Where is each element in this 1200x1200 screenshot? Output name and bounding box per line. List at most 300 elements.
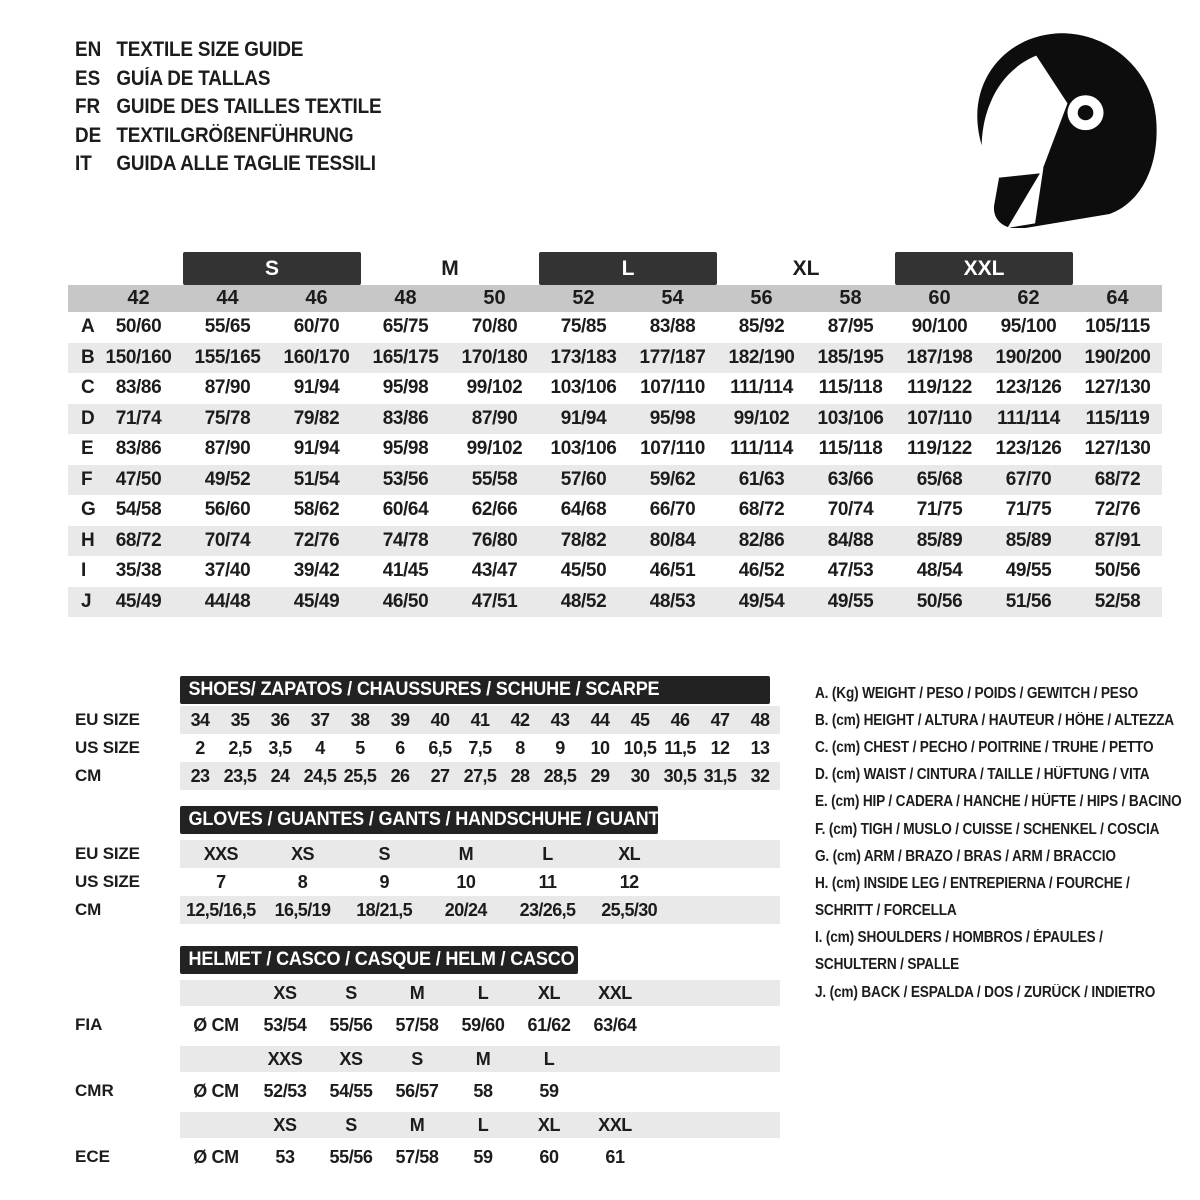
shoes-cell: 37 (310, 709, 330, 730)
shoes-cell: 9 (555, 737, 565, 758)
measurement-cell: 80/84 (649, 529, 696, 551)
shoes-cell: 23,5 (223, 765, 257, 786)
language-row (75, 65, 381, 94)
measurement-cell: 37/40 (204, 560, 251, 582)
measurement-cell: 50/56 (916, 590, 963, 612)
measurement-cell: 68/72 (1094, 468, 1141, 490)
legend-line: D. (cm) WAIST / CINTURA / TAILLE / HÜFTUNG / VITA (815, 766, 1150, 784)
gloves-row-label: EU SIZE (75, 844, 140, 863)
shoes-row-cells (180, 734, 780, 762)
measurement-cell: 91/94 (560, 407, 607, 429)
shoes-cell: 30,5 (663, 765, 697, 786)
helmet-size-label-row (75, 980, 780, 1006)
measurement-cell: 55/58 (471, 468, 518, 490)
measurement-cell: 65/75 (382, 316, 429, 338)
measurement-cell: 95/98 (382, 377, 429, 399)
gloves-size-table (75, 806, 780, 924)
measurement-cell: 173/183 (550, 346, 617, 368)
shoes-cell: 11,5 (664, 737, 696, 758)
measurement-row-cells (94, 556, 1162, 587)
measurement-cell: 35/38 (115, 560, 162, 582)
helmet-value-cell: 56/57 (395, 1080, 439, 1101)
measurement-cell: 85/89 (1005, 529, 1052, 551)
measurement-cell: 95/98 (649, 407, 696, 429)
shoes-cell: 27,5 (463, 765, 497, 786)
shoes-title: SHOES/ ZAPATOS / CHAUSSURES / SCHUHE / SCARPE (188, 679, 660, 700)
gloves-cell: 25,5/30 (601, 899, 658, 920)
gloves-title: GLOVES / GUANTES / GANTS / HANDSCHUHE / GUANTI (188, 809, 665, 830)
language-row (75, 36, 381, 65)
measurement-cell: 103/106 (550, 377, 617, 399)
measurement-cell: 165/175 (372, 346, 439, 368)
measurement-cell: 44/48 (204, 590, 251, 612)
measurement-row (68, 556, 1162, 587)
measurement-cell: 45/49 (115, 590, 162, 612)
shoes-cell: 4 (315, 737, 325, 758)
gloves-cell: M (458, 843, 474, 864)
shoes-cell: 36 (270, 709, 290, 730)
measurement-cell: 105/115 (1085, 316, 1150, 338)
measurement-cell: 190/200 (1084, 346, 1151, 368)
gloves-cell: 9 (379, 871, 389, 892)
measurement-cell: 70/80 (471, 316, 518, 338)
measurement-row-label: A (81, 316, 95, 338)
size-column-header: 50 (483, 287, 506, 309)
helmet-size-label: M (475, 1048, 491, 1069)
measurement-row-cells (94, 434, 1162, 465)
measurement-cell: 85/92 (738, 316, 785, 338)
shoes-cell: 24,5 (303, 765, 337, 786)
shoes-cell: 32 (750, 765, 770, 786)
shoes-cell: 44 (590, 709, 610, 730)
measurement-row-cells (94, 373, 1162, 404)
language-row (75, 93, 381, 122)
measurement-cell: 111/114 (997, 407, 1060, 429)
gloves-cell: L (542, 843, 553, 864)
shoes-row-label: US SIZE (75, 738, 140, 757)
measurement-row (68, 312, 1162, 343)
helmet-value-cell: 55/56 (329, 1146, 373, 1167)
size-column-header: 42 (127, 287, 150, 309)
measurement-cell: 111/114 (730, 377, 793, 399)
measurement-cell: 45/50 (560, 560, 607, 582)
measurement-cell: 115/118 (818, 438, 883, 460)
measurement-cell: 48/53 (649, 590, 696, 612)
helmet-size-label: L (477, 1114, 489, 1135)
helmet-value-cells (180, 1012, 648, 1038)
shoes-cell: 47 (710, 709, 730, 730)
gloves-rows (75, 840, 780, 924)
gloves-row (75, 840, 780, 868)
helmet-value-row (75, 1144, 780, 1170)
shoes-cell: 10 (590, 737, 610, 758)
helmet-size-label (180, 1046, 252, 1072)
helmet-size-label (582, 1046, 648, 1072)
gloves-cell: XS (291, 843, 314, 864)
helmet-value-cell: 52/53 (263, 1080, 307, 1101)
shoes-cell: 42 (510, 709, 530, 730)
gloves-cell: 18/21,5 (356, 899, 413, 920)
legend-line: SCHRITT / FORCELLA (815, 902, 957, 920)
measurement-cell: 170/180 (461, 346, 528, 368)
legend-line: J. (cm) BACK / ESPALDA / DOS / ZURÜCK / INDIETRO (815, 983, 1156, 1001)
measurement-cell: 182/190 (728, 346, 795, 368)
language-row (75, 150, 381, 179)
measurement-cell: 87/91 (1094, 529, 1141, 551)
measurement-row (68, 587, 1162, 618)
shoes-cell: 46 (670, 709, 690, 730)
measurement-row (68, 373, 1162, 404)
measurement-cell: 76/80 (471, 529, 518, 551)
measurement-cell: 95/100 (1000, 316, 1057, 338)
shoes-cell: 13 (750, 737, 770, 758)
measurement-cell: 160/170 (283, 346, 350, 368)
measurement-cell: 47/53 (827, 560, 874, 582)
helmet-value-cell: 58 (473, 1080, 493, 1101)
helmet-value-row (75, 1078, 780, 1104)
helmet-size-label: S (345, 1114, 357, 1135)
measurement-cell: 51/56 (1005, 590, 1052, 612)
helmet-size-label (180, 1112, 252, 1138)
helmet-size-label: S (345, 982, 357, 1003)
legend-line: E. (cm) HIP / CADERA / HANCHE / HÜFTE / HIPS / BACINO (815, 793, 1182, 811)
shoes-cell: 6 (395, 737, 405, 758)
shoes-cell: 24 (270, 765, 290, 786)
measurement-cell: 71/75 (916, 499, 963, 521)
shoes-row-stripe (180, 706, 780, 734)
measurement-cell: 57/60 (560, 468, 607, 490)
measurement-cell: 64/68 (560, 499, 607, 521)
shoes-cell: 6,5 (428, 737, 452, 758)
measurement-cell: 103/106 (550, 438, 617, 460)
shoes-cell: 10,5 (623, 737, 657, 758)
measurement-cell: 99/102 (466, 438, 523, 460)
measurement-cell: 46/52 (738, 560, 785, 582)
size-group-label: S (183, 252, 361, 285)
measurement-cell: 56/60 (204, 499, 251, 521)
measurement-row-cells (94, 495, 1162, 526)
helmet-size-label: XXS (267, 1048, 303, 1069)
shoes-cell: 26 (390, 765, 410, 786)
helmet-value-cell: 63/64 (593, 1014, 637, 1035)
helmet-value-cell: 59 (473, 1146, 493, 1167)
measurement-cell: 39/42 (293, 560, 340, 582)
shoes-size-table (75, 676, 780, 790)
shoes-cell: 34 (190, 709, 210, 730)
measurement-cell: 83/88 (649, 316, 696, 338)
helmet-size-label: XS (339, 1048, 363, 1069)
shoes-cell: 12 (710, 737, 730, 758)
size-column-header: 48 (394, 287, 417, 309)
shoes-cell: 7,5 (468, 737, 492, 758)
legend-line: B. (cm) HEIGHT / ALTURA / HAUTEUR / HÖHE / ALTEZZA (815, 711, 1174, 729)
measurement-cell: 60/70 (293, 316, 340, 338)
size-column-header: 52 (572, 287, 595, 309)
helmet-size-label (180, 980, 252, 1006)
measurement-rows (68, 312, 1162, 617)
size-group-label: XL (792, 256, 820, 280)
gloves-row-stripe (180, 868, 780, 896)
measurement-cell: 66/70 (649, 499, 696, 521)
measurement-cell: 75/78 (204, 407, 251, 429)
helmet-size-cells (180, 1046, 780, 1072)
measurement-cell: 83/86 (382, 407, 429, 429)
measurement-cell: 123/126 (995, 438, 1062, 460)
shoes-row-cells (180, 762, 780, 790)
gloves-cell: 16,5/19 (274, 899, 331, 920)
gloves-cell: 12,5/16,5 (185, 899, 256, 920)
measurement-cell: 185/195 (817, 346, 884, 368)
measurement-row-label: C (81, 377, 95, 399)
helmet-size-label: M (409, 1114, 425, 1135)
size-column-header: 56 (750, 287, 773, 309)
measurement-cell: 46/50 (382, 590, 429, 612)
measurement-cell: 187/198 (906, 346, 973, 368)
measurement-cell: 79/82 (293, 407, 340, 429)
language-title: GUÍA DE TALLAS (116, 66, 271, 90)
measurement-cell: 48/54 (916, 560, 963, 582)
shoes-cell: 2,5 (228, 737, 252, 758)
language-title: GUIDA ALLE TAGLIE TESSILI (116, 152, 376, 176)
helmet-value-cell: 61/62 (527, 1014, 571, 1035)
language-code: ES (75, 66, 101, 90)
shoes-row (75, 762, 780, 790)
measurement-cell: 190/200 (995, 346, 1062, 368)
helmet-size-stripe (180, 1112, 780, 1138)
shoes-cell: 23 (190, 765, 210, 786)
measurement-cell: 50/56 (1094, 560, 1141, 582)
helmet-size-label: XL (537, 1114, 561, 1135)
measurement-cell: 150/160 (105, 346, 172, 368)
helmet-value-cell: 55/56 (329, 1014, 373, 1035)
measurement-row (68, 465, 1162, 496)
helmet-standard-label: CMR (75, 1081, 114, 1100)
language-code: IT (75, 152, 92, 176)
shoes-cell: 25,5 (343, 765, 377, 786)
helmet-value-cell: 57/58 (395, 1014, 439, 1035)
measurement-row-cells (94, 312, 1162, 343)
measurement-cell: 47/51 (471, 590, 518, 612)
legend-line: G. (cm) ARM / BRAZO / BRAS / ARM / BRACCIO (815, 847, 1116, 865)
helmet-value-cell: 53/54 (263, 1014, 307, 1035)
measurement-cell: 177/187 (639, 346, 706, 368)
shoes-row (75, 706, 780, 734)
helmet-value-cell: 59/60 (461, 1014, 505, 1035)
helmet-size-stripe (180, 1046, 780, 1072)
language-title-list (75, 36, 415, 179)
measurement-cell: 127/130 (1084, 377, 1151, 399)
measurement-cell: 46/51 (649, 560, 696, 582)
gloves-cell: 23/26,5 (519, 899, 576, 920)
racing-helmet-graphic (975, 30, 1160, 228)
measurement-cell: 115/119 (1085, 407, 1150, 429)
measurement-cell: 111/114 (730, 438, 793, 460)
size-column-header: 62 (1017, 287, 1040, 309)
measurement-cell: 87/90 (204, 438, 251, 460)
measurement-cell: 99/102 (466, 377, 523, 399)
helmet-size-label: L (477, 982, 489, 1003)
measurement-cell: 53/56 (382, 468, 429, 490)
legend-line: A. (Kg) WEIGHT / PESO / POIDS / GEWITCH / PESO (815, 684, 1139, 702)
shoes-cell: 38 (350, 709, 370, 730)
measurement-cell: 83/86 (115, 438, 162, 460)
gloves-cell: S (378, 843, 390, 864)
measurement-cell: 103/106 (817, 407, 884, 429)
helmet-size-label: XXL (598, 1114, 632, 1135)
helmet-standard-block (75, 1046, 780, 1104)
measurement-cell: 71/75 (1005, 499, 1052, 521)
helmet-value-cell: 54/55 (329, 1080, 373, 1101)
gloves-cell: XXS (203, 843, 238, 864)
measurement-cell: 95/98 (382, 438, 429, 460)
gloves-row-label: CM (75, 900, 102, 919)
size-column-header: 44 (216, 287, 239, 309)
helmet-standard-label: ECE (75, 1147, 110, 1166)
language-title: TEXTILGRÖßENFÜHRUNG (116, 123, 354, 147)
gloves-cell: 7 (216, 871, 226, 892)
measurement-cell: 54/58 (115, 499, 162, 521)
helmet-value-cell: 53 (275, 1146, 295, 1167)
helmet-title: HELMET / CASCO / CASQUE / HELM / CASCO (188, 949, 575, 970)
measurement-row-label: B (81, 346, 95, 368)
shoes-cell: 5 (355, 737, 365, 758)
measurement-cell: 49/55 (1005, 560, 1052, 582)
size-column-header: 64 (1106, 287, 1129, 309)
shoes-cell: 28,5 (543, 765, 577, 786)
gloves-cell: 11 (538, 871, 557, 892)
measurement-row-label: F (81, 468, 93, 490)
measurement-cell: 71/74 (115, 407, 162, 429)
legend-line: I. (cm) SHOULDERS / HOMBROS / ÉPAULES / (815, 929, 1103, 947)
textile-size-table (68, 252, 1162, 617)
gloves-cell: 20/24 (444, 899, 487, 920)
size-group-label: M (441, 256, 459, 280)
measurement-cell: 43/47 (471, 560, 518, 582)
helmet-standards (75, 980, 780, 1170)
measurement-row (68, 404, 1162, 435)
measurement-row-label: H (81, 529, 95, 551)
shoes-rows (75, 706, 780, 790)
measurement-cell: 62/66 (471, 499, 518, 521)
gloves-row-cells (180, 896, 670, 924)
measurement-cell: 51/54 (293, 468, 340, 490)
measurement-row-cells (94, 526, 1162, 557)
helmet-value-cell: 59 (539, 1080, 559, 1101)
measurement-cell: 87/90 (471, 407, 518, 429)
shoes-cell: 48 (750, 709, 770, 730)
measurement-cell: 70/74 (204, 529, 251, 551)
helmet-header-bar (180, 946, 578, 974)
shoes-cell: 41 (470, 709, 490, 730)
shoes-cell: 30 (630, 765, 650, 786)
shoes-row-label: CM (75, 766, 102, 785)
measurement-cell: 83/86 (115, 377, 162, 399)
measurement-row (68, 495, 1162, 526)
measurement-cell: 48/52 (560, 590, 607, 612)
shoes-header-bar (180, 676, 770, 704)
gloves-row (75, 896, 780, 924)
size-column-header: 46 (305, 287, 328, 309)
size-group-header-row (68, 252, 1162, 285)
measurement-cell: 127/130 (1084, 438, 1151, 460)
measurement-cell: 91/94 (293, 438, 340, 460)
measurement-cell: 87/90 (204, 377, 251, 399)
size-column-header: 54 (661, 287, 684, 309)
legend-line: C. (cm) CHEST / PECHO / POITRINE / TRUHE / PETTO (815, 738, 1154, 756)
measurement-cell: 60/64 (382, 499, 429, 521)
shoes-row-cells (180, 706, 780, 734)
size-group-label: L (539, 252, 717, 285)
measurement-cell: 90/100 (911, 316, 968, 338)
measurement-cell: 67/70 (1005, 468, 1052, 490)
helmet-value-cell: 57/58 (395, 1146, 439, 1167)
measurement-cell: 85/89 (916, 529, 963, 551)
shoes-cell: 3,5 (268, 737, 292, 758)
shoes-cell: 27 (430, 765, 450, 786)
shoes-cell: 28 (510, 765, 530, 786)
numeric-size-header-row (68, 285, 1162, 312)
gloves-row-cells (180, 840, 670, 868)
shoes-cell: 45 (630, 709, 650, 730)
measurement-cell: 49/55 (827, 590, 874, 612)
measurement-cell: 45/49 (293, 590, 340, 612)
measurement-cell: 47/50 (115, 468, 162, 490)
helmet-size-stripe (180, 980, 780, 1006)
shoes-cell: 39 (390, 709, 410, 730)
legend-line: F. (cm) TIGH / MUSLO / CUISSE / SCHENKEL / COSCIA (815, 820, 1160, 838)
measurement-cell: 70/74 (827, 499, 874, 521)
measurement-row-cells (94, 404, 1162, 435)
helmet-size-table (75, 946, 780, 1178)
measurement-row-label: J (81, 590, 92, 612)
measurement-cell: 119/122 (907, 438, 972, 460)
visor-pivot-inner (1078, 105, 1094, 120)
helmet-size-label-row (75, 1112, 780, 1138)
helmet-value-cell (582, 1078, 648, 1104)
measurement-cell: 84/88 (827, 529, 874, 551)
shoes-row-stripe (180, 734, 780, 762)
helmet-size-label: XXL (598, 982, 632, 1003)
gloves-cell: XL (618, 843, 641, 864)
measurement-cell: 91/94 (293, 377, 340, 399)
language-title: TEXTILE SIZE GUIDE (116, 38, 304, 62)
measurement-row-cells (94, 343, 1162, 374)
helmet-value-cell: Ø CM (193, 1014, 239, 1035)
gloves-cell: 8 (297, 871, 308, 892)
measurement-cell: 61/63 (738, 468, 785, 490)
measurement-cell: 52/58 (1094, 590, 1141, 612)
measurement-row-label: G (81, 499, 96, 521)
legend-line: SCHULTERN / SPALLE (815, 956, 960, 974)
gloves-cell: 10 (456, 871, 476, 892)
measurement-row (68, 434, 1162, 465)
measurement-cell: 155/165 (194, 346, 261, 368)
gloves-cell: 12 (619, 871, 639, 892)
measurement-cell: 59/62 (649, 468, 696, 490)
measurement-cell: 87/95 (827, 316, 874, 338)
measurement-cell: 82/86 (738, 529, 785, 551)
helmet-size-cells (180, 980, 780, 1006)
measurement-row-cells (94, 587, 1162, 618)
language-title: GUIDE DES TAILLES TEXTILE (116, 95, 382, 119)
shoes-row (75, 734, 780, 762)
language-code: EN (75, 38, 102, 62)
measurement-cell: 99/102 (733, 407, 790, 429)
measurement-row (68, 343, 1162, 374)
shoes-row-label: EU SIZE (75, 710, 140, 729)
size-group-label: XXL (895, 252, 1073, 285)
racing-helmet-icon (975, 30, 1160, 228)
